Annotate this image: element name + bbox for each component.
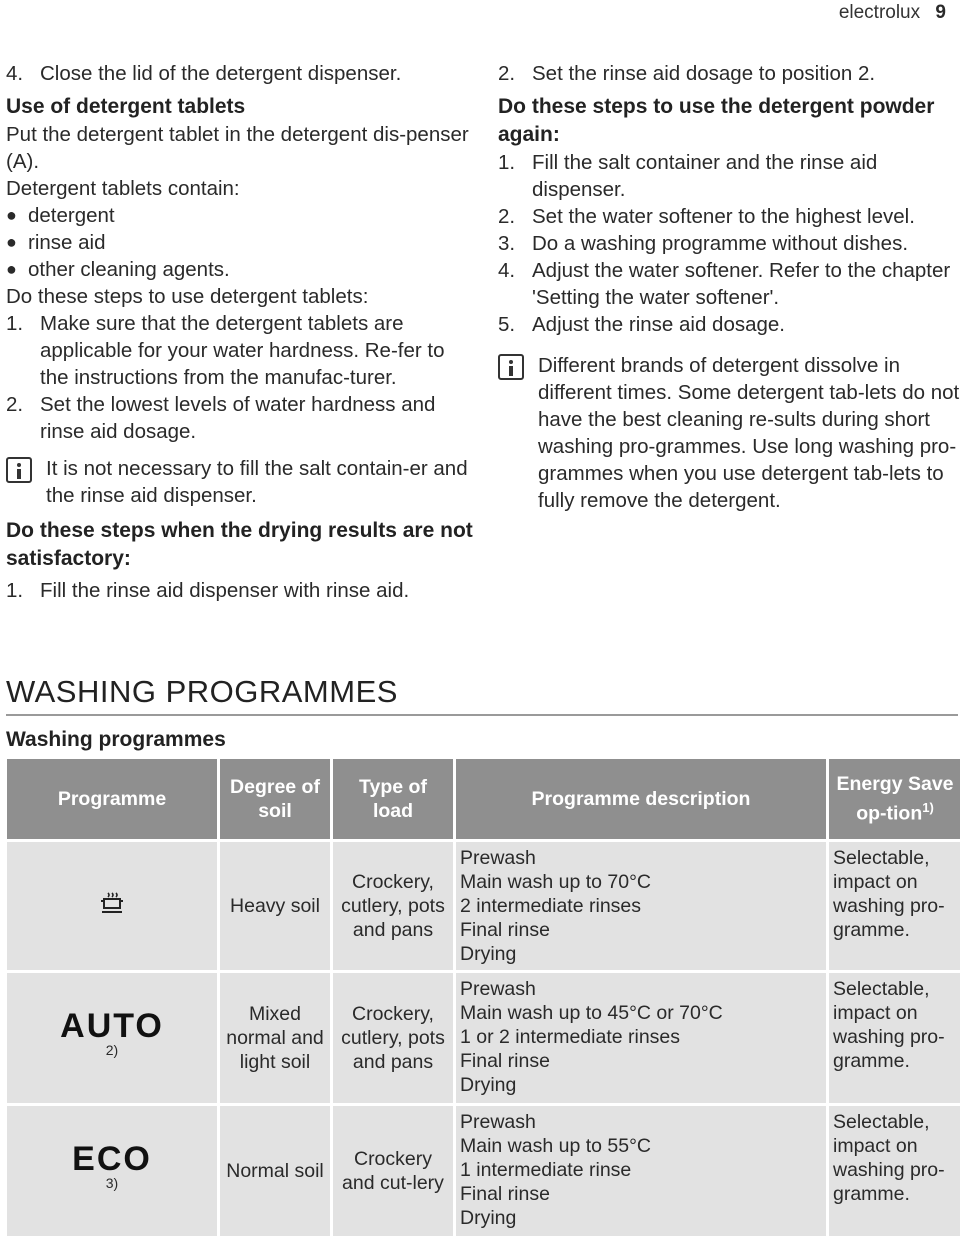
header-energy: Energy Save op-tion$^{1)}$ (829, 759, 960, 839)
list-item: ● rinse aid (6, 231, 106, 254)
info-icon (6, 457, 32, 483)
info-icon (498, 354, 524, 380)
header-programme: Programme (7, 759, 217, 839)
powder-step: 5. Adjust the rinse aid dosage. (498, 313, 785, 336)
description-cell: Prewash Main wash up to 55°C 1 intermediate rinse Final rinse Drying (456, 1106, 826, 1236)
header-degree: Degree of soil (220, 759, 330, 839)
page-number: 9 (935, 2, 946, 23)
page-header (839, 2, 946, 24)
tablet-step: 1. Make sure that the detergent tablets are applicable for your water hardness. Re-fer to the instructions from the manufac-turer. (6, 312, 445, 389)
section-title: WASHING PROGRAMMES (6, 674, 398, 709)
brand-name: electrolux (838, 2, 921, 23)
programme-cell (7, 973, 217, 1103)
footnote-ref: 2) (105, 1042, 119, 1058)
type-cell: Crockery, cutlery, pots and pans (333, 842, 453, 970)
energy-cell: Selectable, impact on washing pro-gramme. (829, 1106, 960, 1236)
powder-step: 1. Fill the salt container and the rinse aid dispenser. (498, 151, 878, 201)
powder-step: 3. Do a washing programme without dishes. (498, 232, 909, 255)
table-row (7, 842, 960, 970)
tablets-heading: Use of detergent tablets (6, 95, 246, 118)
drying-heading: Do these steps when the drying results are not satisfactory: (6, 519, 473, 570)
drying-step: 2. Set the rinse aid dosage to position 2. (498, 62, 876, 85)
type-cell: Crockery, cutlery, pots and pans (333, 973, 453, 1103)
list-item: ● other cleaning agents. (6, 258, 230, 281)
section-divider (6, 714, 958, 716)
powder-step: 4. Adjust the water softener. Refer to the chapter 'Setting the water softener'. (498, 259, 951, 309)
tablet-step: 2. Set the lowest levels of water hardness and rinse aid dosage. (6, 393, 436, 443)
energy-cell: Selectable, impact on washing pro-gramme. (829, 842, 960, 970)
drying-step: 1. Fill the rinse aid dispenser with rinse aid. (6, 579, 410, 602)
header-type: Type of load (333, 759, 453, 839)
table-row (7, 973, 960, 1103)
pots-and-pans-icon (99, 890, 125, 916)
step-close-lid: 4. Close the lid of the detergent dispenser. (6, 62, 402, 85)
degree-cell: Heavy soil (220, 842, 330, 970)
degree-cell: Normal soil (220, 1106, 330, 1236)
programme-symbol-eco: ECO (72, 1140, 152, 1178)
table-header-row (7, 759, 960, 839)
powder-step: 2. Set the water softener to the highest level. (498, 205, 915, 228)
type-cell: Crockery and cut-lery (333, 1106, 453, 1236)
table-row (7, 1106, 960, 1236)
programme-cell (7, 842, 217, 970)
list-item: ● detergent (6, 204, 115, 227)
footnote-ref: 3) (105, 1175, 119, 1191)
description-cell: Prewash Main wash up to 70°C 2 intermediate rinses Final rinse Drying (456, 842, 826, 970)
degree-cell: Mixed normal and light soil (220, 973, 330, 1103)
description-cell: Prewash Main wash up to 45°C or 70°C 1 or 2 intermediate rinses Final rinse Drying (456, 973, 826, 1103)
programme-cell (7, 1106, 217, 1236)
info-note: It is not necessary to fill the salt contain-er and the rinse aid dispenser. (6, 455, 474, 509)
steps-intro: Do these steps to use detergent tablets: (6, 285, 369, 308)
info-note: Different brands of detergent dissolve in different times. Some detergent tab-lets do not have the best cleaning re-sults during short washing pro-grammes. Use long washing pro-grammes when you use detergent tab-lets to fully remove the detergent. (498, 352, 960, 514)
programmes-table (4, 756, 960, 1239)
header-description: Programme description (456, 759, 826, 839)
table-title: Washing programmes (6, 728, 226, 751)
powder-heading: Do these steps to use the detergent powder again: (498, 95, 935, 146)
right-column (498, 60, 960, 522)
energy-cell: Selectable, impact on washing pro-gramme. (829, 973, 960, 1103)
tablets-intro: Put the detergent tablet in the detergent dis-penser (A). (6, 123, 469, 173)
left-column (6, 60, 474, 604)
programme-symbol-auto: AUTO (60, 1007, 164, 1045)
tablets-contain: Detergent tablets contain: (6, 177, 240, 200)
